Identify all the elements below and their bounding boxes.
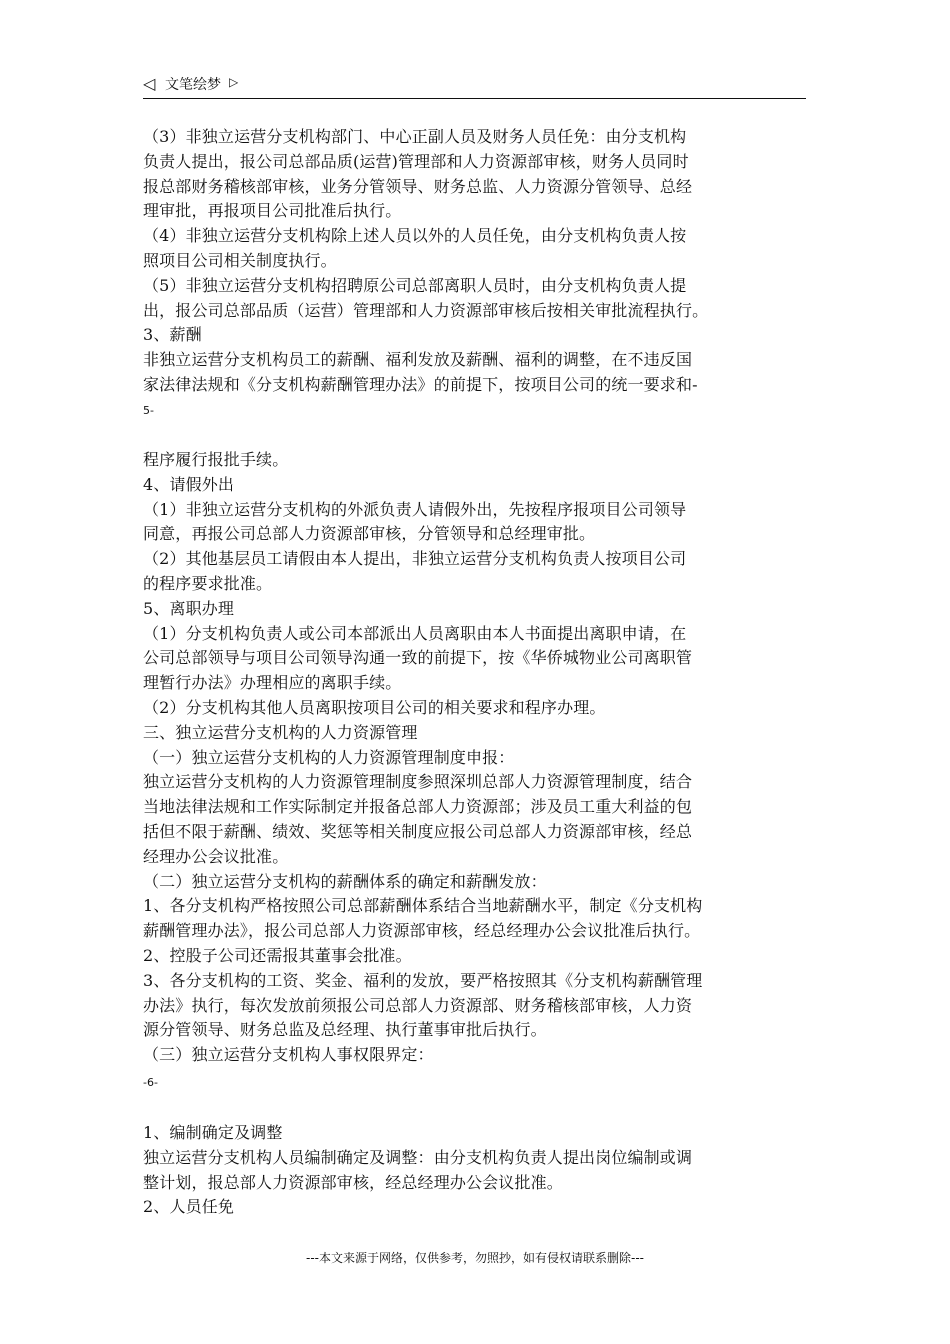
text-line: 独立运营分支机构人员编制确定及调整：由分支机构负责人提出岗位编制或调 <box>143 1147 693 1167</box>
text-line: （4）非独立运营分支机构除上述人员以外的人员任免，由分支机构负责人按 <box>143 226 687 246</box>
text-line: 三、独立运营分支机构的人力资源管理 <box>143 722 418 742</box>
text-line: 1、编制确定及调整 <box>143 1123 283 1142</box>
text-line: （1）非独立运营分支机构的外派负责人请假外出，先按程序报项目公司领导 <box>143 499 687 519</box>
text-line: 程序履行报批手续。 <box>143 450 289 469</box>
text-line: 公司总部领导与项目公司领导沟通一致的前提下，按《华侨城物业公司离职管 <box>143 648 693 668</box>
text-line: 括但不限于薪酬、绩效、奖惩等相关制度应报公司总部人力资源部审核，经总 <box>143 822 693 841</box>
right-triangle-icon: ▷ <box>229 75 239 89</box>
text-line: （5）非独立运营分支机构招聘原公司总部离职人员时，由分支机构负责人提 <box>143 275 687 295</box>
text-line: 负责人提出，报公司总部品质(运营)管理部和人力资源部审核，财务人员同时 <box>143 151 689 171</box>
text-line: 理暂行办法》办理相应的离职手续。 <box>143 673 402 693</box>
text-line: 办法》执行，每次发放前须报公司总部人力资源部、财务稽核部审核，人力资 <box>143 995 693 1015</box>
header-title: 文笔绘梦 <box>165 77 221 93</box>
text-line: 当地法律法规和工作实际制定并报备总部人力资源部；涉及员工重大利益的包 <box>143 797 693 817</box>
text-line: （3）非独立运营分支机构部门、中心正副人员及财务人员任免：由分支机构 <box>143 127 687 146</box>
text-line: （三）独立运营分支机构人事权限界定： <box>143 1045 434 1065</box>
text-line: 2、控股子公司还需报其董事会批准。 <box>143 946 412 965</box>
text-line: 独立运营分支机构的人力资源管理制度参照深圳总部人力资源管理制度，结合 <box>143 772 693 792</box>
text-line: 4、请假外出 <box>143 474 235 494</box>
text-line: 理审批，再报项目公司批准后执行。 <box>143 201 402 221</box>
text-line: 家法律法规和《分支机构薪酬管理办法》的前提下，按项目公司的统一要求和- <box>143 375 698 394</box>
text-line: 薪酬管理办法》，报公司总部人力资源部审核，经总经理办公会议批准后执行。 <box>143 921 701 941</box>
page-number: 5- <box>143 404 154 417</box>
disclaimer-footer: ---本文来源于网络，仅供参考，勿照抄，如有侵权请联系删除--- <box>306 1251 644 1265</box>
text-line: 出，报公司总部品质（运营）管理部和人力资源部审核后按相关审批流程执行。 <box>143 300 709 320</box>
text-line: 1、各分支机构严格按照公司总部薪酬体系结合当地薪酬水平，制定《分支机构 <box>143 896 703 916</box>
text-line: 非独立运营分支机构员工的薪酬、福利发放及薪酬、福利的调整，在不违反国 <box>143 350 693 370</box>
text-line: 的程序要求批准。 <box>143 574 273 593</box>
text-line: 整计划，报总部人力资源部审核，经总经理办公会议批准。 <box>143 1172 563 1192</box>
text-line: 3、各分支机构的工资、奖金、福利的发放，要严格按照其《分支机构薪酬管理 <box>143 970 703 990</box>
text-line: （2）分支机构其他人员离职按项目公司的相关要求和程序办理。 <box>143 698 606 717</box>
text-line: 源分管领导、财务总监及总经理、执行董事审批后执行。 <box>143 1020 547 1040</box>
text-line: 5、离职办理 <box>143 598 235 618</box>
text-line: 3、薪酬 <box>143 325 202 345</box>
left-triangle-icon: ◁ <box>143 74 156 93</box>
text-line: 报总部财务稽核部审核，业务分管领导、财务总监、人力资源分管领导、总经 <box>143 176 693 196</box>
text-line: 照项目公司相关制度执行。 <box>143 251 337 270</box>
page-header <box>143 72 806 99</box>
text-line: 同意，再报公司总部人力资源部审核，分管领导和总经理审批。 <box>143 524 596 544</box>
text-line: （2）其他基层员工请假由本人提出，非独立运营分支机构负责人按项目公司 <box>143 549 687 569</box>
text-line: （二）独立运营分支机构的薪酬体系的确定和薪酬发放： <box>143 871 547 891</box>
page-number: -6- <box>143 1076 158 1089</box>
text-line: 2、人员任免 <box>143 1197 235 1217</box>
text-line: 经理办公会议批准。 <box>143 846 289 866</box>
text-line: （一）独立运营分支机构的人力资源管理制度申报： <box>143 747 515 767</box>
text-line: （1）分支机构负责人或公司本部派出人员离职由本人书面提出离职申请，在 <box>143 623 687 643</box>
